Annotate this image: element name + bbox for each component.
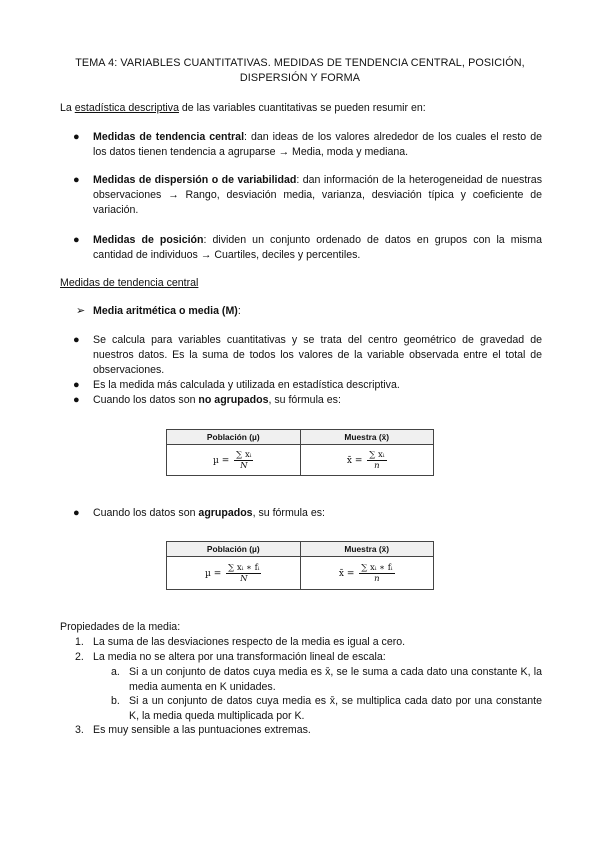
formula-table-grouped <box>166 541 434 590</box>
fraction-numerator: ∑ xᵢ ∗ fᵢ <box>361 562 393 573</box>
formula-poblacion <box>167 445 301 476</box>
summary-item-bold: Medidas de tendencia central <box>93 131 245 143</box>
sublist-letter: b. <box>111 695 120 707</box>
property-2a: Si a un conjunto de datos cuya media es x̄, se le suma a cada dato una constante K, la media aumenta en K unidades. <box>129 666 542 693</box>
formula-lhs: µ = <box>213 455 230 466</box>
fraction <box>234 450 253 471</box>
summary-item-text: : dan ideas de los valores alrededor de los cuales el resto de los datos tienen tendencia a agruparse → Media, moda y mediana. <box>93 131 542 158</box>
title-line-2: DISPERSIÓN Y FORMA <box>239 72 361 84</box>
section-heading: Medidas de tendencia central <box>60 277 199 289</box>
col-muestra: Muestra (x̄) <box>300 542 434 557</box>
formula-lhs: µ = <box>205 568 222 579</box>
bullet-dot: ● <box>73 334 80 346</box>
media-bullet-2: Es la medida más calculada y utilizada en estadística descriptiva. <box>93 379 400 391</box>
formula-lhs: x̄ = <box>346 455 363 466</box>
summary-item-tendencia <box>93 130 542 160</box>
fraction-denominator: N <box>240 460 248 471</box>
text-pre: Cuando los datos son <box>93 394 199 406</box>
col-poblacion: Población (µ) <box>167 430 301 445</box>
property-2: La media no se altera por una transformación lineal de escala: <box>93 651 386 663</box>
col-muestra: Muestra (x̄) <box>300 430 434 445</box>
page-title <box>60 56 540 86</box>
summary-item-bold: Medidas de dispersión o de variabilidad <box>93 174 297 186</box>
media-bullet-1: Se calcula para variables cuantitativas y se trata del centro geométrico de gravedad de nuestros datos. Es la suma de todos los valores de la variable observada entre el total de observaciones. <box>93 334 542 376</box>
formula-lhs: x̄ = <box>338 568 355 579</box>
sublist-letter: a. <box>111 666 120 678</box>
summary-item-dispersion <box>93 173 542 218</box>
media-bullet-3 <box>93 393 542 408</box>
media-bullet-4 <box>93 506 542 521</box>
arrow-bullet-icon: ➢ <box>76 305 86 317</box>
text-bold: no agrupados <box>198 394 269 406</box>
summary-item-text: : dividen un conjunto ordenado de datos en grupos con la misma cantidad de individuos → Cuartiles, deciles y percentiles. <box>93 234 542 261</box>
summary-item-bold: Medidas de posición <box>93 234 204 246</box>
fraction-denominator: N <box>240 573 248 584</box>
fraction <box>367 450 386 471</box>
bullet-dot: ● <box>73 234 80 246</box>
media-heading-bold: Media aritmética o media (M) <box>93 305 238 317</box>
intro-paragraph <box>60 101 542 116</box>
fraction-numerator: ∑ xᵢ <box>236 449 252 460</box>
property-2b: Si a un conjunto de datos cuya media es x̄, se multiplica cada dato por una constante K, la media queda multiplicada por K. <box>129 695 542 722</box>
formula-table-ungrouped <box>166 429 434 476</box>
bullet-dot: ● <box>73 394 80 406</box>
property-1: La suma de las desviaciones respecto de la media es igual a cero. <box>93 636 406 648</box>
fraction <box>359 563 394 584</box>
summary-item-text: : dan información de la heterogeneidad de nuestras observaciones → Rango, desviación media, varianza, desviación típica y coeficiente de variación. <box>93 174 542 216</box>
formula-muestra <box>300 557 434 590</box>
title-line-1: TEMA 4: VARIABLES CUANTITATIVAS. MEDIDAS DE TENDENCIA CENTRAL, POSICIÓN, <box>75 57 525 69</box>
bullet-dot: ● <box>73 174 80 186</box>
col-poblacion: Población (µ) <box>167 542 301 557</box>
media-heading <box>93 304 542 319</box>
property-3: Es muy sensible a las puntuaciones extremas. <box>93 724 311 736</box>
text-pre: Cuando los datos son <box>93 507 199 519</box>
fraction-numerator: ∑ xᵢ <box>369 449 385 460</box>
fraction-numerator: ∑ xᵢ ∗ fᵢ <box>228 562 260 573</box>
fraction <box>226 563 261 584</box>
bullet-dot: ● <box>73 507 80 519</box>
intro-suffix: de las variables cuantitativas se pueden resumir en: <box>178 102 426 114</box>
formula-muestra <box>300 445 434 476</box>
properties-heading: Propiedades de la media: <box>60 621 181 633</box>
formula-poblacion <box>167 557 301 590</box>
text-bold: agrupados <box>198 507 253 519</box>
text-post: , su fórmula es: <box>252 507 325 519</box>
bullet-dot: ● <box>73 379 80 391</box>
list-number: 2. <box>75 651 84 663</box>
list-number: 3. <box>75 724 84 736</box>
fraction-denominator: n <box>374 460 380 471</box>
summary-item-posicion <box>93 233 542 263</box>
media-heading-rest: : <box>237 305 241 317</box>
fraction-denominator: n <box>374 573 380 584</box>
intro-link-text: estadística descriptiva <box>74 102 179 114</box>
bullet-dot: ● <box>73 131 80 143</box>
text-post: , su fórmula es: <box>268 394 341 406</box>
intro-prefix: La <box>60 102 75 114</box>
list-number: 1. <box>75 636 84 648</box>
